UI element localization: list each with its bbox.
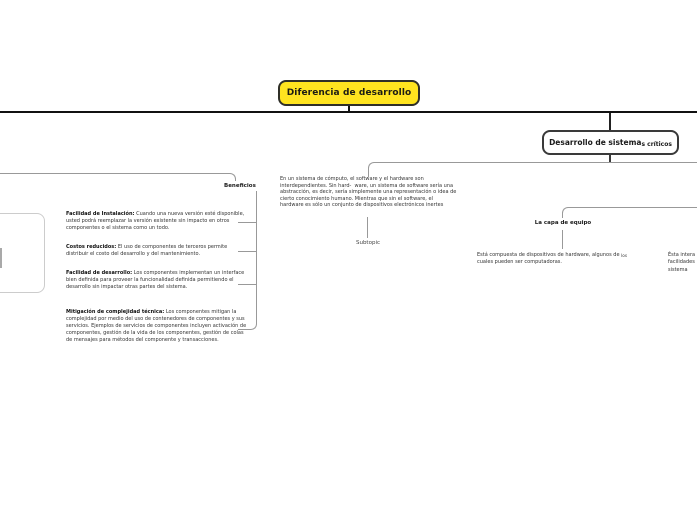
- node-la-capa-de-equipo[interactable]: La capa de equipo: [534, 220, 592, 226]
- benefit-body: Los componentes implementan un interface bien definida para proveer la funcionalidad definida permitiendo el desarrollo sin impactar otras partes del sistema.: [66, 270, 245, 290]
- connector-capa-drop: [562, 230, 563, 249]
- node-clipped-right-text[interactable]: [668, 252, 697, 274]
- clipped-line: sistema: [668, 266, 688, 273]
- connector-trunk: [0, 111, 697, 113]
- benefit-title: Facilidad de desarrollo:: [66, 270, 133, 276]
- node-benefit-costos-reducidos[interactable]: [66, 244, 247, 258]
- benefit-title: Facilidad de Instalación:: [66, 211, 135, 217]
- connector-critical-children-rail: [368, 162, 697, 177]
- benefit-body: Los componentes mitigan la complejidad por medio del uso de contenedores de componentes y sus servicios. Ejemplos de servicios de componentes incluyen activación de componentes, gestión de la vida de los componentes, gestión de colas de mensajes para métodos del componente y transacciones.: [66, 309, 247, 343]
- connector-critical-riser: [609, 113, 611, 131]
- connector-subtopic-drop: [367, 217, 368, 238]
- benefit-body: El uso de componentes de terceros permite distribuir el costo del desarrollo y del mantenimiento.: [66, 244, 228, 257]
- clipped-line: facilidades: [668, 259, 695, 266]
- capa-desc-line1: Está compuesta de dispositivos de hardware, algunos de: [477, 252, 622, 258]
- benefit-title: Mitigación de complejidad técnica:: [66, 309, 165, 315]
- node-sistema-computo-text[interactable]: En un sistema de cómputo, el software y el hardware son interdependientes. Sin hard- ware, un sistema de software sería una abstracción, es decir, sería simplemente una representación o idea de cierto conocimiento humano. Mientras que sin el software, el hardware es sólo un conjunto de dispositivos electrónicos inertes: [280, 176, 458, 208]
- node-beneficios[interactable]: Beneficios: [224, 183, 256, 189]
- connector-hardware-rail: [562, 207, 697, 218]
- connector-benefits-rail: [0, 173, 236, 181]
- node-subtopic[interactable]: Subtopic: [355, 240, 381, 246]
- node-capa-equipo-desc[interactable]: [477, 251, 652, 266]
- node-benefit-facilidad-instalacion[interactable]: [66, 211, 247, 232]
- critical-node-label-tail: s críticos: [641, 140, 672, 148]
- root-node-diferencia-de-desarrollo[interactable]: [278, 80, 420, 106]
- capa-desc-line1-tail: los: [621, 253, 628, 258]
- node-benefit-mitigacion-complejidad[interactable]: [66, 309, 247, 344]
- node-benefit-facilidad-desarrollo[interactable]: [66, 270, 247, 291]
- root-node-label: Diferencia de desarrollo: [286, 88, 412, 98]
- node-desarrollo-de-sistemas-criticos[interactable]: [542, 130, 679, 155]
- critical-node-label-main: Desarrollo de sistema: [549, 138, 642, 147]
- clipped-line: Ésta intera: [668, 252, 696, 258]
- benefit-title: Costos reducidos:: [66, 244, 117, 250]
- node-clipped-left[interactable]: [0, 213, 45, 293]
- capa-desc-line2: cuales pueden ser computadoras.: [477, 259, 562, 265]
- clipped-text-fragment: [0, 248, 2, 268]
- benefit-body: Cuando una nueva versión esté disponible, usted podrá reemplazar la versión existente sin impacto en otros componentes o el sistema como un todo.: [66, 211, 245, 231]
